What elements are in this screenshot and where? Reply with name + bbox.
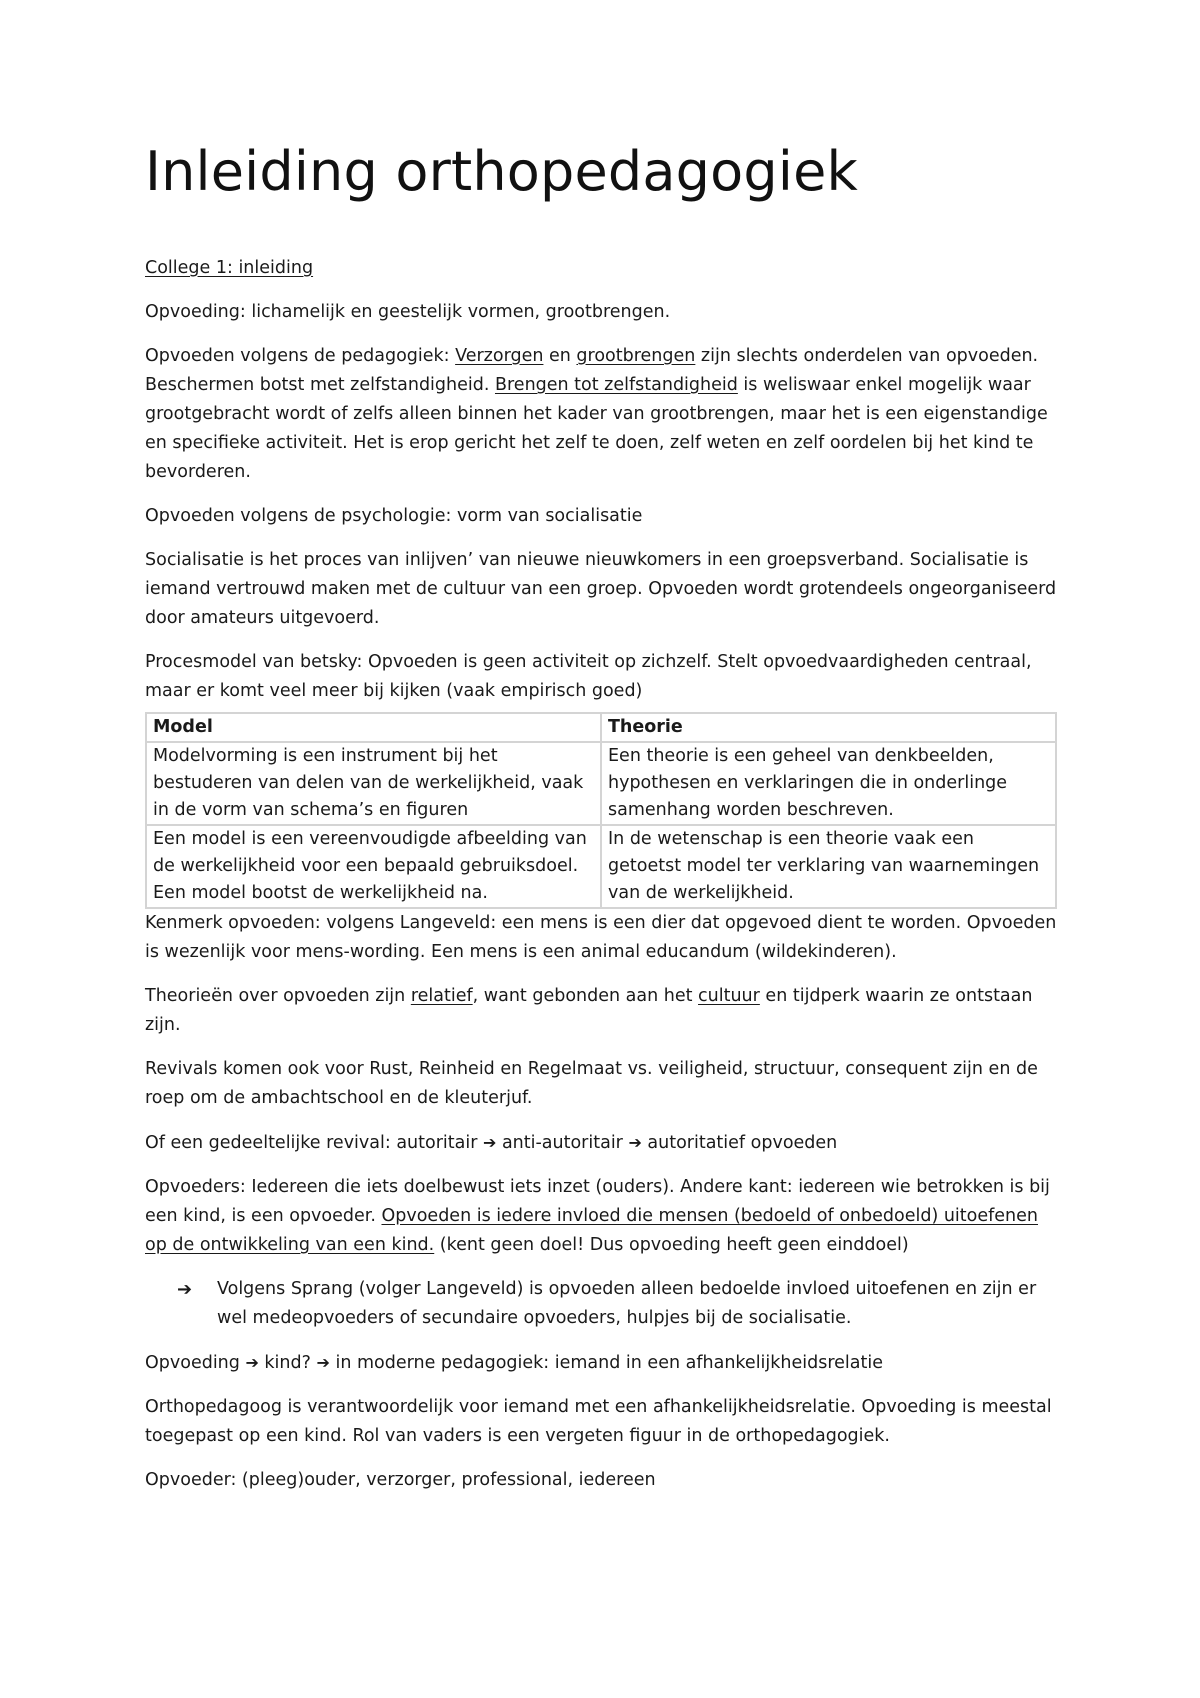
paragraph-procesmodel: Procesmodel van betsky: Opvoeden is geen activiteit op zichzelf. Stelt opvoedvaardigheden centraal, maar er komt veel meer bij kijken (vaak empirisch goed) — [145, 652, 1032, 701]
document-body — [145, 254, 1065, 1510]
paragraph-psychologie: Opvoeden volgens de psychologie: vorm van socialisatie — [145, 506, 643, 526]
table-row — [146, 742, 1056, 825]
model-theorie-table — [145, 712, 1057, 909]
table-header-theorie: Theorie — [601, 713, 1056, 742]
paragraph-opvoeding-kind: Opvoeding ➔ kind? ➔ in moderne pedagogiek: iemand in een afhankelijkheidsrelatie — [145, 1353, 884, 1373]
paragraph-revivals: Revivals komen ook voor Rust, Reinheid en Regelmaat vs. veiligheid, structuur, consequent zijn en de roep om de ambachtschool en de kleuterjuf. — [145, 1059, 1038, 1108]
table-cell: In de wetenschap is een theorie vaak een getoetst model ter verklaring van waarnemingen van de werkelijkheid. — [601, 825, 1056, 908]
arrow-right-icon: ➔ — [628, 1133, 642, 1152]
paragraph-socialisatie: Socialisatie is het proces van inlijven’ van nieuwe nieuwkomers in een groepsverband. Socialisatie is iemand vertrouwd maken met de cultuur van een groep. Opvoeden wordt grotendeels ongeorganiseerd door amateurs uitgevoerd. — [145, 550, 1057, 628]
table-cell: Modelvorming is een instrument bij het bestuderen van delen van de werkelijkheid, vaak in de vorm van schema’s en figuren — [146, 742, 601, 825]
paragraph-opvoeding: Opvoeding: lichamelijk en geestelijk vormen, grootbrengen. — [145, 302, 671, 322]
table-cell: Een theorie is een geheel van denkbeelden, hypothesen en verklaringen die in onderlinge samenhang worden beschreven. — [601, 742, 1056, 825]
arrow-right-icon: ➔ — [245, 1353, 259, 1372]
arrow-right-icon: ➔ — [177, 1279, 193, 1300]
paragraph-revival-types: Of een gedeeltelijke revival: autoritair ➔ anti-autoritair ➔ autoritatief opvoeden — [145, 1133, 838, 1153]
table-header-model: Model — [146, 713, 601, 742]
bullet-text: Volgens Sprang (volger Langeveld) is opvoeden alleen bedoelde invloed uitoefenen en zijn er wel medeopvoeders of secundaire opvoeders, hulpjes bij de socialisatie. — [217, 1279, 1037, 1328]
paragraph-theorieen: Theorieën over opvoeden zijn relatief, want gebonden aan het cultuur en tijdperk waarin ze ontstaan zijn. — [145, 986, 1033, 1035]
arrow-right-icon: ➔ — [316, 1353, 330, 1372]
paragraph-opvoeder-types: Opvoeder: (pleeg)ouder, verzorger, professional, iedereen — [145, 1470, 656, 1490]
table-header-row — [146, 713, 1056, 742]
paragraph-orthopedagoog: Orthopedagoog is verantwoordelijk voor iemand met een afhankelijkheidsrelatie. Opvoeding is meestal toegepast op een kind. Rol van vaders is een vergeten figuur in de orthopedagogiek. — [145, 1397, 1052, 1446]
table-row — [146, 825, 1056, 908]
table-cell: Een model is een vereenvoudigde afbeelding van de werkelijkheid voor een bepaald gebruiksdoel. Een model bootst de werkelijkheid na. — [146, 825, 601, 908]
paragraph-pedagogiek: Opvoeden volgens de pedagogiek: Verzorgen en grootbrengen zijn slechts onderdelen van opvoeden. Beschermen botst met zelfstandigheid. Brengen tot zelfstandigheid is weliswaar enkel mogelijk waar grootgebracht wordt of zelfs alleen binnen het kader van grootbrengen, maar het is een eigenstandige en specifieke activiteit. Het is erop gericht het zelf te doen, zelf weten en zelf oordelen bij het kind te bevorderen. — [145, 346, 1048, 482]
arrow-right-icon: ➔ — [482, 1133, 497, 1152]
section-heading: College 1: inleiding — [145, 258, 314, 278]
arrow-bullet-item — [177, 1275, 1065, 1333]
paragraph-kenmerk: Kenmerk opvoeden: volgens Langeveld: een mens is een dier dat opgevoed dient te worden. Opvoeden is wezenlijk voor mens-wording. Een mens is een animal educandum (wildekinderen). — [145, 913, 1057, 962]
document-title: Inleiding orthopedagogiek — [145, 140, 858, 203]
paragraph-opvoeders: Opvoeders: Iedereen die iets doelbewust iets inzet (ouders). Andere kant: iedereen wie betrokken is bij een kind, is een opvoeder. Opvoeden is iedere invloed die mensen (bedoeld of onbedoeld) uitoefenen op de ontwikkeling van een kind. (kent geen doel! Dus opvoeding heeft geen einddoel) — [145, 1177, 1050, 1255]
